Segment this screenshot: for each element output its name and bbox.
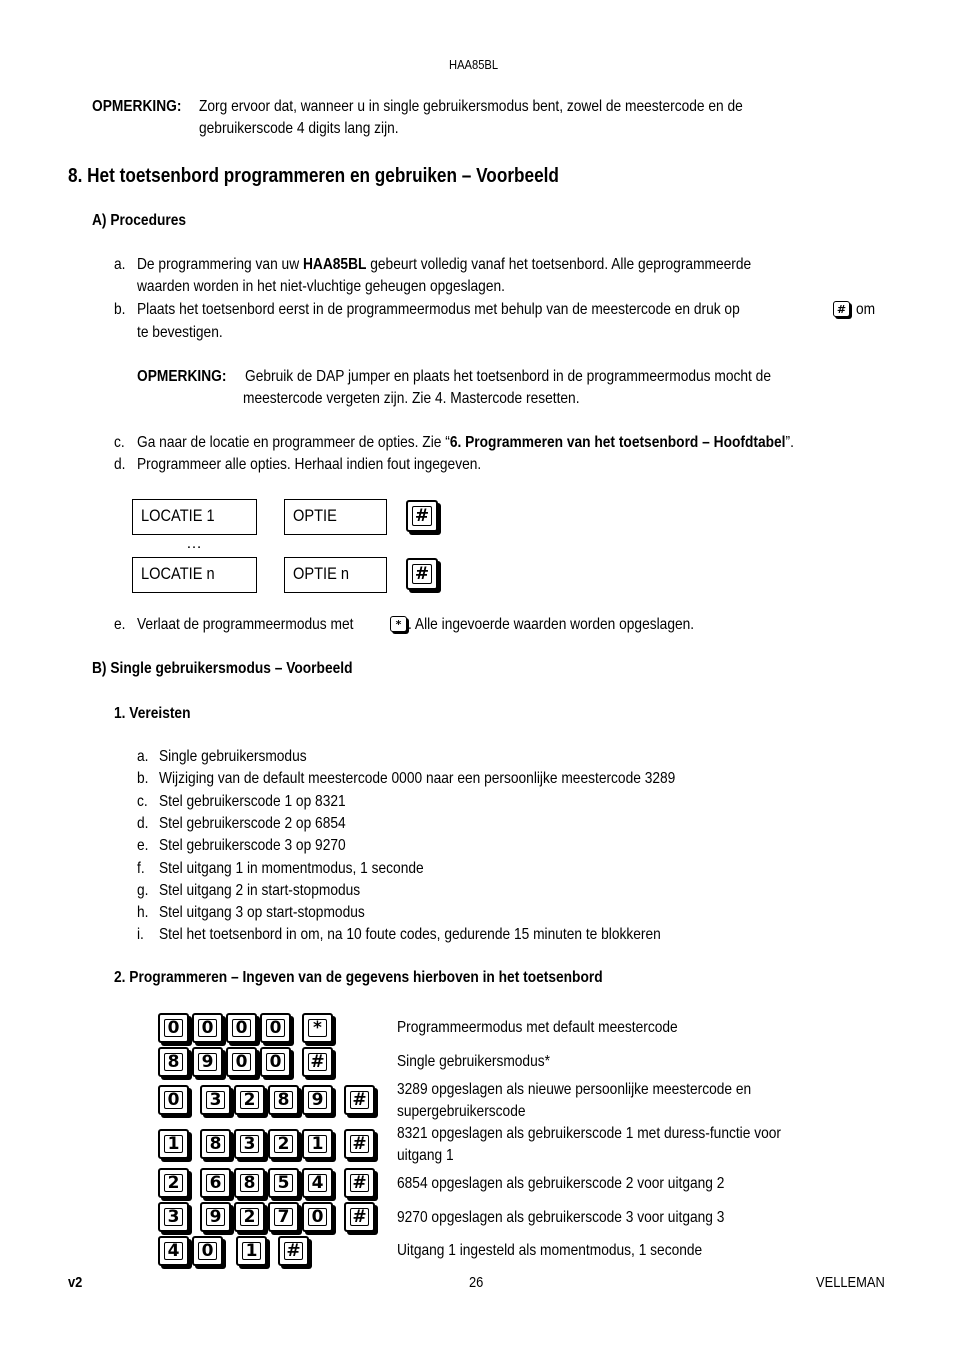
- digit-3-key-icon: 3: [234, 1129, 265, 1159]
- list-marker: f.: [137, 859, 145, 877]
- digit-3-key-icon: 3: [200, 1085, 231, 1115]
- hash-key-icon: #: [833, 301, 850, 317]
- note-text-line2: gebruikerscode 4 digits lang zijn.: [199, 120, 399, 137]
- procedure-a-line1: De programmering van uw HAA85BL gebeurt volledig vanaf het toetsenbord. Alle geprogrammeerde: [137, 256, 752, 273]
- list-marker: h.: [137, 904, 149, 922]
- procedure-e-post: . Alle ingevoerde waarden worden opgeslagen.: [408, 616, 695, 633]
- procedure-a-line2: waarden worden in het niet-vluchtige geheugen opgeslagen.: [137, 278, 505, 295]
- location-1-box: LOCATIE 1: [132, 499, 257, 535]
- list-marker: i.: [137, 926, 144, 944]
- digit-9-key-icon: 9: [302, 1085, 333, 1115]
- procedure-b-line2: te bevestigen.: [137, 324, 223, 341]
- footer-page-number: 26: [469, 1274, 484, 1291]
- digit-1-key-icon: 1: [302, 1129, 333, 1159]
- digit-2-key-icon: 2: [234, 1085, 265, 1115]
- digit-3-key-icon: 3: [158, 1202, 189, 1232]
- digit-1-key-icon: 1: [158, 1129, 189, 1159]
- list-marker: a.: [114, 256, 126, 273]
- note2-line1: Gebruik de DAP jumper en plaats het toetsenbord in de programmeermodus mocht de: [245, 368, 771, 385]
- procedure-d: Programmeer alle opties. Herhaal indien fout ingegeven.: [137, 456, 482, 473]
- digit-8-key-icon: 8: [268, 1085, 299, 1115]
- procedure-b-om: om: [856, 301, 876, 318]
- reference-link-text: 6. Programmeren van het toetsenbord – Hoofdtabel: [449, 434, 786, 451]
- digit-6-key-icon: 6: [200, 1168, 231, 1198]
- list-marker: g.: [137, 881, 149, 899]
- list-marker: c.: [137, 792, 148, 810]
- procedure-e-pre: Verlaat de programmeermodus met: [137, 616, 354, 633]
- hash-key-icon: #: [344, 1085, 375, 1115]
- digit-8-key-icon: 8: [158, 1047, 189, 1077]
- ellipsis: …: [186, 535, 202, 552]
- star-key-icon: *: [302, 1013, 333, 1043]
- list-marker: d.: [114, 456, 126, 473]
- digit-2-key-icon: 2: [234, 1202, 265, 1232]
- digit-0-key-icon: 0: [192, 1236, 223, 1266]
- programming-description: Single gebruikersmodus*: [397, 1053, 550, 1070]
- list-marker: d.: [137, 814, 149, 832]
- digit-7-key-icon: 7: [268, 1202, 299, 1232]
- requirement-item: Single gebruikersmodus: [159, 748, 307, 765]
- programming-title: 2. Programmeren – Ingeven van de gegevens hierboven in het toetsenbord: [114, 969, 603, 986]
- requirement-item: Stel het toetsenbord in om, na 10 foute codes, gedurende 15 minuten te blokkeren: [159, 926, 661, 944]
- programming-description-cont: supergebruikerscode: [397, 1103, 526, 1120]
- digit-9-key-icon: 9: [200, 1202, 231, 1232]
- list-marker: c.: [114, 434, 125, 451]
- requirement-item: Stel gebruikerscode 3 op 9270: [159, 837, 346, 855]
- option-n-box: OPTIE n: [284, 557, 387, 593]
- list-marker: b.: [137, 770, 149, 788]
- location-n-box: LOCATIE n: [132, 557, 257, 593]
- digit-0-key-icon: 0: [226, 1013, 257, 1043]
- note2-line2: meestercode vergeten zijn. Zie 4. Mastercode resetten.: [243, 390, 580, 407]
- digit-5-key-icon: 5: [268, 1168, 299, 1198]
- note-text-line1: Zorg ervoor dat, wanneer u in single gebruikersmodus bent, zowel de meestercode en de: [199, 98, 743, 115]
- footer-version: v2: [68, 1274, 83, 1291]
- hash-key-icon: #: [302, 1047, 333, 1077]
- requirements-title: 1. Vereisten: [114, 705, 191, 722]
- list-marker: a.: [137, 748, 149, 765]
- digit-9-key-icon: 9: [192, 1047, 223, 1077]
- star-key-icon: *: [390, 616, 407, 632]
- programming-description: Uitgang 1 ingesteld als momentmodus, 1 seconde: [397, 1242, 703, 1259]
- digit-0-key-icon: 0: [260, 1047, 291, 1077]
- requirement-item: Stel uitgang 1 in momentmodus, 1 seconde: [159, 859, 424, 877]
- digit-4-key-icon: 4: [158, 1236, 189, 1266]
- requirement-item: Stel gebruikerscode 1 op 8321: [159, 792, 346, 810]
- digit-0-key-icon: 0: [158, 1085, 189, 1115]
- footer-brand: VELLEMAN: [816, 1274, 885, 1291]
- programming-description: Programmeermodus met default meestercode: [397, 1019, 678, 1036]
- digit-1-key-icon: 1: [236, 1236, 267, 1266]
- requirement-item: Stel uitgang 3 op start-stopmodus: [159, 904, 365, 922]
- programming-description: 3289 opgeslagen als nieuwe persoonlijke meestercode en: [397, 1081, 752, 1098]
- procedures-title: A) Procedures: [92, 212, 187, 229]
- procedure-b-line1: Plaats het toetsenbord eerst in de programmeermodus met behulp van de meestercode en druk op: [137, 301, 740, 318]
- hash-key-icon: #: [344, 1168, 375, 1198]
- requirement-item: Stel gebruikerscode 2 op 6854: [159, 814, 346, 832]
- hash-key-icon: #: [406, 558, 438, 590]
- programming-description: 9270 opgeslagen als gebruikerscode 3 voor uitgang 3: [397, 1209, 725, 1226]
- hash-key-icon: #: [406, 500, 438, 532]
- section-title: 8. Het toetsenbord programmeren en gebruiken – Voorbeeld: [68, 165, 559, 187]
- digit-2-key-icon: 2: [268, 1129, 299, 1159]
- digit-0-key-icon: 0: [158, 1013, 189, 1043]
- note2-label: OPMERKING:: [137, 368, 227, 385]
- digit-0-key-icon: 0: [260, 1013, 291, 1043]
- hash-key-icon: #: [344, 1129, 375, 1159]
- programming-description: 8321 opgeslagen als gebruikerscode 1 met duress-functie voor: [397, 1125, 781, 1142]
- list-marker: b.: [114, 301, 126, 318]
- page-header-model: HAA85BL: [449, 57, 499, 72]
- note-label: OPMERKING:: [92, 98, 182, 115]
- option-box: OPTIE: [284, 499, 387, 535]
- digit-8-key-icon: 8: [200, 1129, 231, 1159]
- model-name: HAA85BL: [302, 256, 367, 273]
- digit-2-key-icon: 2: [158, 1168, 189, 1198]
- single-mode-title: B) Single gebruikersmodus – Voorbeeld: [92, 660, 353, 677]
- list-marker: e.: [137, 837, 149, 855]
- programming-description: 6854 opgeslagen als gebruikerscode 2 voor uitgang 2: [397, 1175, 725, 1192]
- hash-key-icon: #: [344, 1202, 375, 1232]
- digit-8-key-icon: 8: [234, 1168, 265, 1198]
- hash-key-icon: #: [278, 1236, 309, 1266]
- list-marker: e.: [114, 616, 126, 633]
- digit-4-key-icon: 4: [302, 1168, 333, 1198]
- requirement-item: Stel uitgang 2 in start-stopmodus: [159, 881, 361, 899]
- procedure-c: Ga naar de locatie en programmeer de opties. Zie “6. Programmeren van het toetsenbord – Hoofdtabel”.: [137, 434, 794, 451]
- requirement-item: Wijziging van de default meestercode 0000 naar een persoonlijke meestercode 3289: [159, 770, 676, 788]
- digit-0-key-icon: 0: [192, 1013, 223, 1043]
- programming-description-cont: uitgang 1: [397, 1147, 454, 1164]
- digit-0-key-icon: 0: [302, 1202, 333, 1232]
- digit-0-key-icon: 0: [226, 1047, 257, 1077]
